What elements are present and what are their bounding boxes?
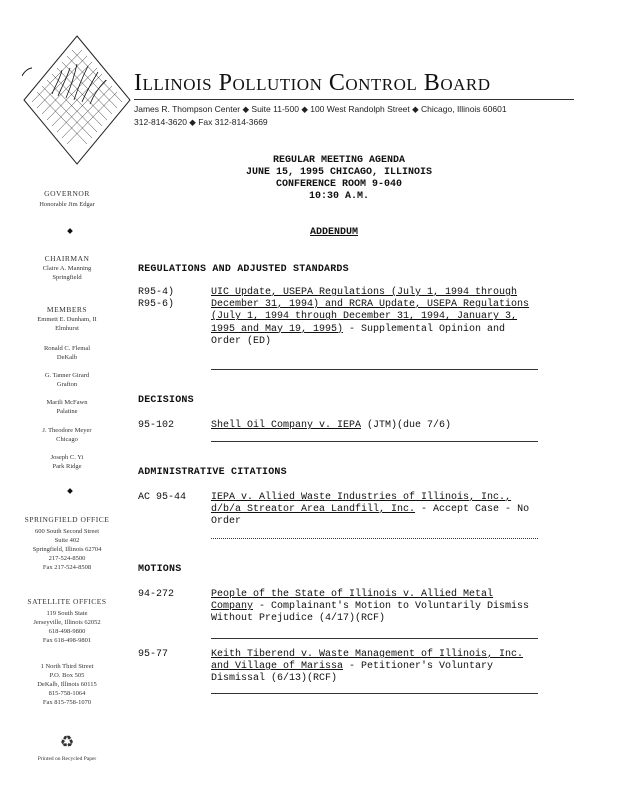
satellite-line: 815-758-1064 [48,690,86,697]
member-name: Marili McFawn [46,399,88,406]
satellite-line: Fax 618-498-9801 [42,637,92,644]
springfield-line: 600 South Second Street [34,528,100,535]
agenda-time: 10:30 A.M. [308,191,369,202]
member-name: Joseph C. Yi [50,454,84,461]
satellite-offices-title: SATELLITE OFFICES [27,597,107,606]
diamond-divider [67,228,73,234]
case-caption: IEPA v. Allied Waste Industries of Illinois, Inc., d/b/a Streator Area Landfill, Inc. [211,492,512,516]
springfield-office-title: SPRINGFIELD OFFICE [24,515,110,524]
motion-docket-number: 95-77 [138,649,169,660]
chairman-city: Springfield [52,274,82,281]
member-city: Palatine [56,408,78,415]
governor-name: Honorable Jim Edgar [39,201,95,208]
members-title: MEMBERS [46,305,88,314]
item-rule [211,693,538,694]
member-city: Elmhurst [55,325,79,332]
recycle-icon: ♻ [59,734,75,751]
section-motions-title: MOTIONS [138,564,182,575]
satellite-line: DeKalb, Illinois 60115 [37,681,97,688]
case-action: - Petitioner's Voluntary Dismissal (6/13)(RCF) [211,661,494,685]
governor-title: GOVERNOR [44,189,90,198]
diamond-divider [67,488,73,494]
decision-item [211,420,541,432]
board-address: James R. Thompson Center ◆ Suite 11-500 ◆ 100 West Randolph Street ◆ Chicago, Illinois 60601 [134,104,507,114]
case-caption: Keith Tiberend v. Waste Management of Illinois, Inc. and Village of Marissa [211,649,524,673]
member-city: Park Ridge [52,463,82,470]
member-name: G. Tanner Girard [44,372,90,379]
springfield-line: Springfield, Illinois 62704 [32,546,102,553]
item-rule [211,369,538,370]
agenda-title: REGULAR MEETING AGENDA [272,155,406,166]
item-rule [211,441,538,442]
header-divider [134,99,574,100]
case-caption: UIC Update, USEPA Regulations (July 1, 1994 through December 31, 1994) and RCRA Update, USEPA Regulations (July 1, 1994 through December 31, 1994, January 3, 1995 and May 19, 1995) [211,287,530,335]
member-city: DeKalb [56,354,78,361]
satellite-line: 1 North Third Street [40,663,94,670]
member-city: Chicago [56,436,78,443]
case-caption: People of the State of Illinois v. Allied Metal Company [211,589,494,613]
board-phone: 312-814-3620 ◆ Fax 312-814-3669 [134,117,268,127]
case-action: - Supplemental Opinion and Order (ED) [211,323,506,347]
sidebar [0,0,134,800]
satellite-line: 119 South State [46,610,88,617]
regulations-docket-numbers: R95-4) R95-6) [138,287,175,310]
section-citations-title: ADMINISTRATIVE CITATIONS [138,467,287,478]
citation-item [211,492,541,529]
springfield-line: Suite 402 [54,537,80,544]
case-caption: Shell Oil Company v. IEPA [211,420,362,431]
springfield-line: 217-524-8500 [48,555,86,562]
agenda-date-place: JUNE 15, 1995 CHICAGO, ILLINOIS [245,167,433,178]
member-name: Emmett E. Dunham, II [37,316,97,323]
decision-docket-number: 95-102 [138,420,175,431]
motion-item [211,649,541,686]
satellite-line: Jerseyville, Illinois 62052 [33,619,101,626]
satellite-line: 618-498-9800 [48,628,86,635]
satellite-line: Fax 815-758-1070 [42,699,92,706]
case-action: - Complainant's Motion to Voluntarily Dismiss Without Prejudice (4/17)(RCF) [211,601,530,625]
chairman-title: CHAIRMAN [44,254,90,263]
chairman-name: Claire A. Manning [42,265,92,272]
case-action: (JTM)(due 7/6) [361,420,452,431]
section-decisions-title: DECISIONS [138,395,194,406]
motion-item [211,589,541,626]
member-name: J. Theodore Meyer [42,427,92,434]
item-rule [211,538,538,539]
citation-docket-number: AC 95-44 [138,492,187,503]
member-city: Grafton [56,381,78,388]
recycle-note: Printed on Recycled Paper [37,756,97,762]
regulations-item [211,287,541,348]
motion-docket-number: 94-272 [138,589,175,600]
section-regulations-title: REGULATIONS AND ADJUSTED STANDARDS [138,264,349,275]
satellite-line: P.O. Box 505 [49,672,85,679]
addendum-heading: ADDENDUM [310,227,359,238]
member-name: Ronald C. Flemal [43,345,91,352]
case-action: - Accept Case - No Order [211,504,530,528]
agenda-room: CONFERENCE ROOM 9-040 [275,179,403,190]
springfield-line: Fax 217-524-8508 [42,564,92,571]
agenda-header [204,155,474,203]
board-name: Illinois Pollution Control Board [134,70,491,96]
item-rule [211,638,538,639]
